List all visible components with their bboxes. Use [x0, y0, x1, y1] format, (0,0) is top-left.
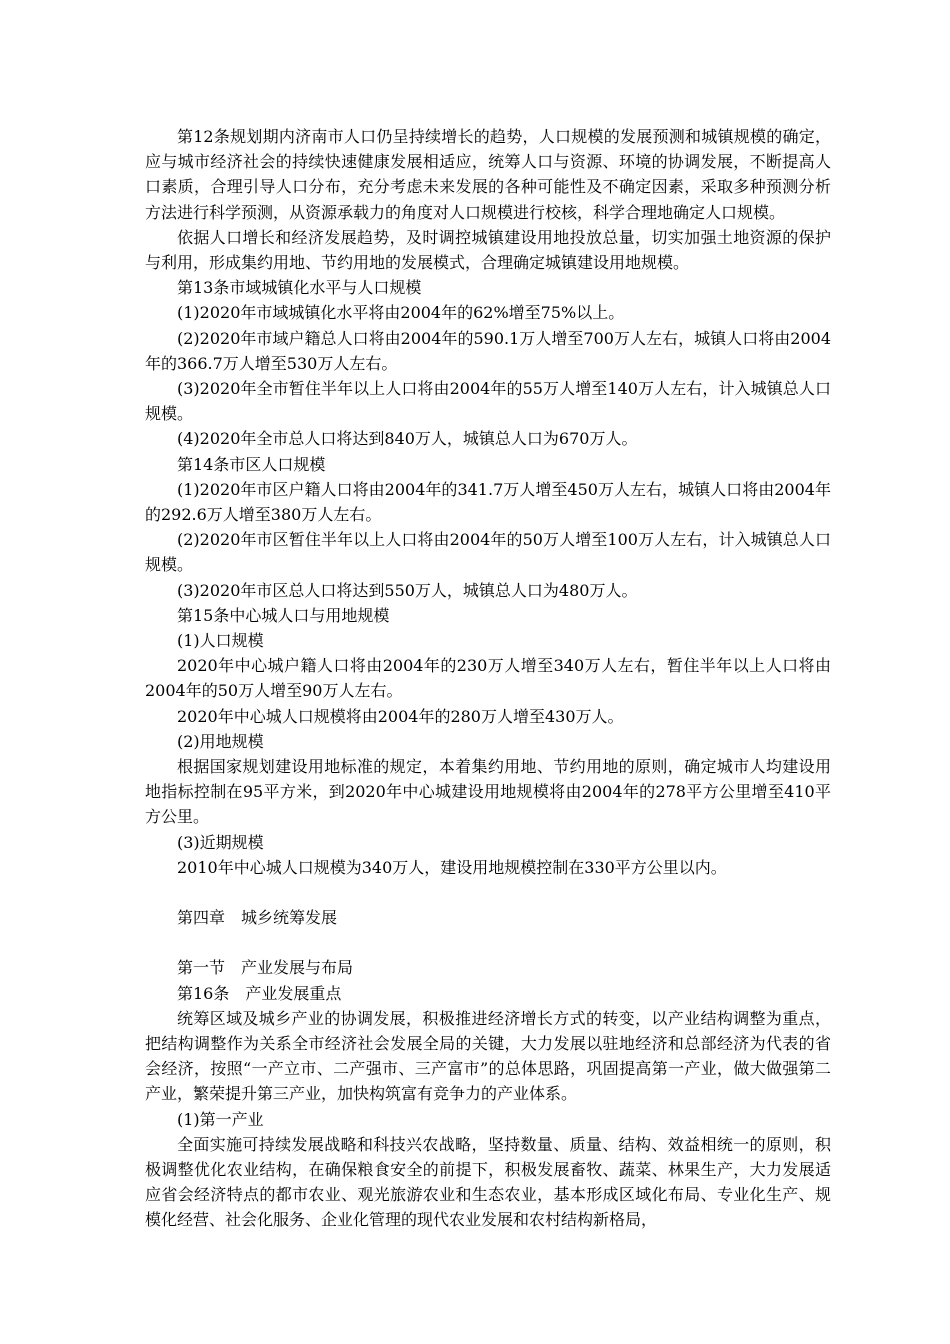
article-heading: 第14条市区人口规模 [177, 454, 326, 474]
article-heading: 第13条市域城镇化水平与人口规模 [177, 278, 422, 298]
paragraph: 全面实施可持续发展战略和科技兴农战略，坚持数量、质量、结构、效益相统一的原则，积极调整优化农业结构，在确保粮食安全的前提下，积极发展畜牧、蔬菜、林果生产，大力发展适应省会经济特点的都市农业、观光旅游农业和生态农业，基本形成区域化布局、专业化生产、规模化经营、社会化服务、企业化管理的现代农业发展和农村结构新格局， [145, 1134, 831, 1230]
paragraph: 2020年中心城户籍人口将由2004年的230万人增至340万人左右，暂住半年以上人口将由2004年的50万人增至90万人左右。 [145, 656, 831, 701]
list-item: (3)2020年全市暂住半年以上人口将由2004年的55万人增至140万人左右，计入城镇总人口规模。 [145, 379, 831, 424]
paragraph: 依据人口增长和经济发展趋势，及时调控城镇建设用地投放总量，切实加强土地资源的保护与利用，形成集约用地、节约用地的发展模式，合理确定城镇建设用地规模。 [145, 227, 831, 273]
section-title: 第一节 产业发展与布局 [177, 958, 354, 978]
sub-heading: (3)近期规模 [177, 832, 264, 852]
sub-heading: (1)第一产业 [177, 1109, 264, 1129]
list-item: (1)2020年市域城镇化水平将由2004年的62%增至75%以上。 [177, 303, 625, 323]
list-item: (2)2020年市域户籍总人口将由2004年的590.1万人增至700万人左右，城镇人口将由2004年的366.7万人增至530万人左右。 [145, 328, 831, 373]
list-item: (3)2020年市区总人口将达到550万人，城镇总人口为480万人。 [177, 580, 638, 600]
paragraph: 2020年中心城人口规模将由2004年的280万人增至430万人。 [177, 706, 624, 726]
sub-heading: (1)人口规模 [177, 631, 264, 651]
document-page [145, 124, 831, 1233]
paragraph: 根据国家规划建设用地标准的规定，本着集约用地、节约用地的原则，确定城市人均建设用地指标控制在95平方米，到2020年中心城建设用地规模将由2004年的278平方公里增至410平方公里。 [145, 757, 831, 827]
paragraph: 第12条规划期内济南市人口仍呈持续增长的趋势，人口规模的发展预测和城镇规模的确定，应与城市经济社会的持续快速健康发展相适应，统筹人口与资源、环境的协调发展，不断提高人口素质，合理引导人口分布，充分考虑未来发展的各种可能性及不确定因素，采取多种预测分析方法进行科学预测，从资源承载力的角度对人口规模进行校核，科学合理地确定人口规模。 [145, 127, 831, 222]
chapter-title: 第四章 城乡统筹发展 [177, 908, 338, 928]
article-heading: 第16条 产业发展重点 [177, 983, 342, 1003]
paragraph: 2010年中心城人口规模为340万人，建设用地规模控制在330平方公里以内。 [177, 857, 727, 877]
list-item: (2)2020年市区暂住半年以上人口将由2004年的50万人增至100万人左右，计入城镇总人口规模。 [145, 530, 831, 575]
list-item: (4)2020年全市总人口将达到840万人，城镇总人口为670万人。 [177, 429, 638, 449]
spacer [145, 880, 831, 905]
spacer [145, 930, 831, 955]
list-item: (1)2020年市区户籍人口将由2004年的341.7万人增至450万人左右，城镇人口将由2004年的292.6万人增至380万人左右。 [145, 479, 831, 525]
sub-heading: (2)用地规模 [177, 731, 264, 751]
article-heading: 第15条中心城人口与用地规模 [177, 605, 390, 625]
paragraph: 统筹区域及城乡产业的协调发展，积极推进经济增长方式的转变，以产业结构调整为重点，把结构调整作为关系全市经济社会发展全局的关键，大力发展以驻地经济和总部经济为代表的省会经济，按照“一产立市、二产强市、三产富市”的总体思路，巩固提高第一产业，做大做强第二产业，繁荣提升第三产业，加快构筑富有竞争力的产业体系。 [145, 1008, 831, 1104]
